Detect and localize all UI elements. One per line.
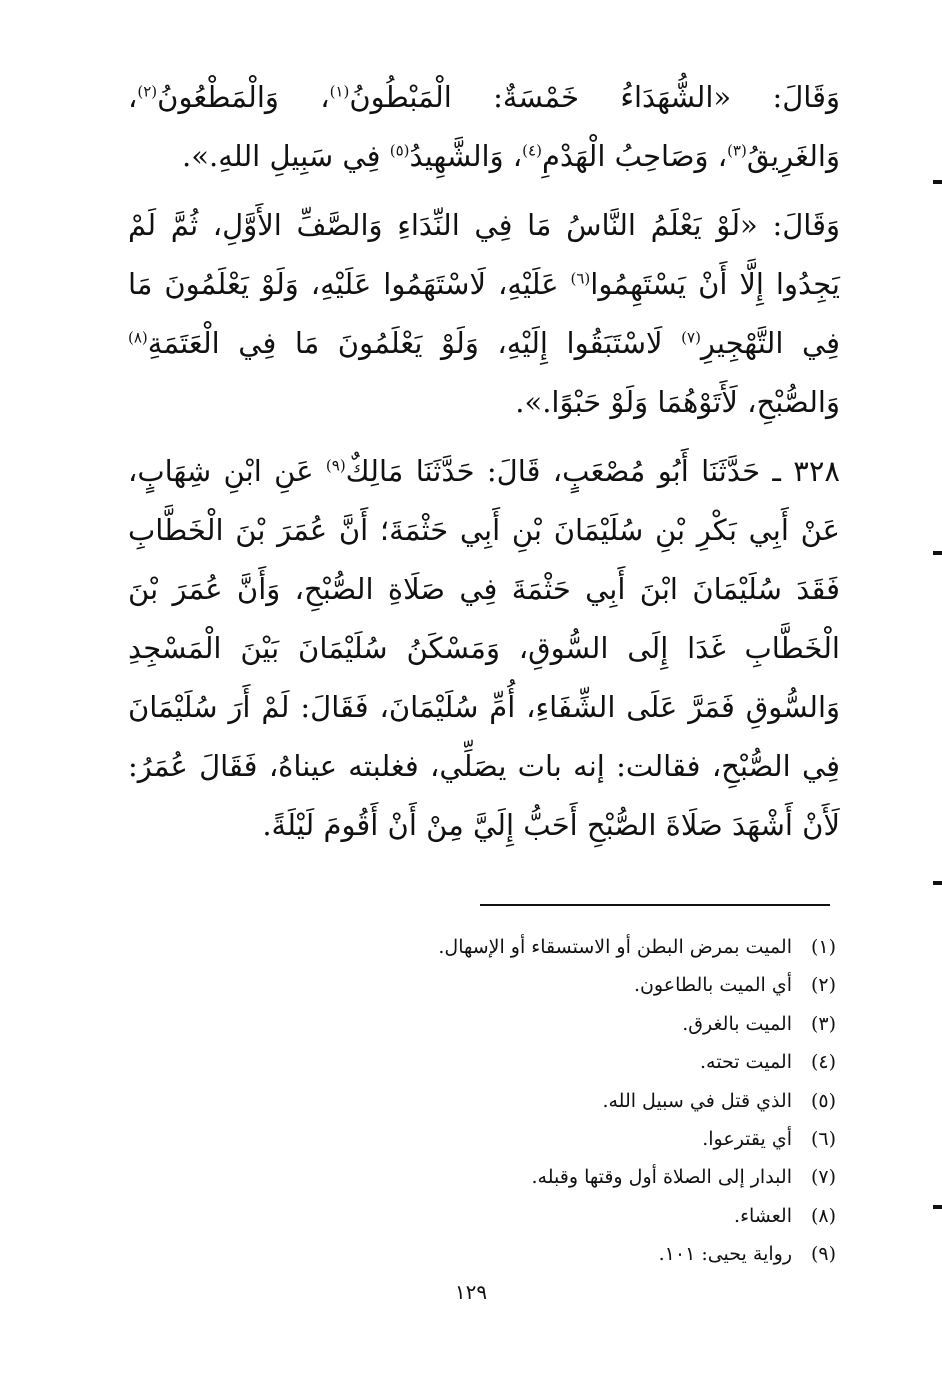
footnote-item [376, 1082, 836, 1120]
footnote-text: الميت تحته. [700, 1051, 792, 1074]
footnote-reference: (٦) [570, 269, 591, 288]
footnote-item [376, 1120, 836, 1158]
paragraph [128, 442, 840, 855]
footnote-separator [480, 904, 830, 906]
footnote-reference: (٧) [681, 328, 701, 347]
paragraph-text: وَالصُّبْحِ، لَأَتَوْهُمَا وَلَوْ حَبْوًا.». [515, 385, 840, 419]
footnote-text: أي الميت بالطاعون. [633, 974, 792, 997]
scan-edge-mark [933, 881, 942, 885]
footnote-number: (٨) [810, 1204, 836, 1227]
footnote-item [376, 1197, 836, 1235]
footnote-text: أي يقترعوا. [702, 1127, 792, 1150]
main-text [128, 68, 840, 855]
footnotes-list [376, 928, 836, 1274]
footnote-reference: (٤) [522, 141, 542, 160]
footnote-number: (٤) [810, 1051, 836, 1074]
footnote-reference: (٣) [727, 141, 747, 160]
footnote-text: العشاء. [734, 1204, 792, 1227]
footnote-text: رواية يحيى: ١٠١. [658, 1243, 792, 1266]
footnote-number: (١) [810, 936, 836, 958]
footnote-text: الميت بمرض البطن أو الاستسقاء أو الإسهال. [438, 936, 792, 958]
paragraph-text: ٣٢٨ ـ حَدَّثَنَا أَبُو مُصْعَبٍ، قَالَ: حَدَّثَنَا مَالِكٌ [345, 454, 840, 488]
footnote-reference: (٩) [325, 456, 346, 475]
scan-edge-mark [933, 1205, 942, 1209]
footnote-item [376, 966, 836, 1004]
footnote-number: (٩) [810, 1243, 836, 1266]
scan-edge-mark [933, 551, 942, 555]
footnote-text: البدار إلى الصلاة أول وقتها وقبله. [531, 1166, 792, 1189]
paragraph-text: عَنِ ابْنِ شِهَابٍ، عَنْ أَبِي بَكْرِ بْنِ سُلَيْمَانَ بْنِ أَبِي حَثْمَةَ؛ أَنَّ عُمَرَ بْنَ الْخَطَّابِ فَقَدَ سُلَيْمَانَ ابْنَ أَبِي حَثْمَةَ فِي صَلَاةِ الصُّبْحِ، وَأَنَّ عُمَرَ بْنَ الْخَطَّابِ غَدَا إِلَى السُّوقِ، وَمَسْكَنُ سُلَيْمَانَ بَيْنَ الْمَسْجِدِ وَالسُّوقِ فَمَرَّ عَلَى الشِّفَاءِ، أُمِّ سُلَيْمَانَ، فَقَالَ: لَمْ أَرَ سُلَيْمَانَ فِي الصُّبْحِ، فقالت: إنه بات يصَلِّي، فغلبته عيناهُ، فَقَالَ عُمَرُ: لَأَنْ أَشْهَدَ صَلَاةَ الصُّبْحِ أَحَبُّ إِلَيَّ مِنْ أَنْ أَقُومَ لَيْلَةً. [128, 454, 840, 842]
footnote-text: الميت بالغرق. [682, 1012, 792, 1035]
footnote-item [376, 928, 836, 966]
paragraph-text: ، وَالغَرِيقُ [128, 80, 840, 173]
footnote-item [376, 1158, 836, 1196]
footnote-reference: (٢) [137, 82, 158, 101]
paragraph-text: فِي سَبِيلِ اللهِ.». [182, 139, 390, 173]
page-number: ١٢٩ [454, 1280, 488, 1304]
footnote-item [376, 1005, 836, 1043]
footnote-reference: (٥) [389, 141, 410, 160]
paragraph-text: ، وَالْمَطْعُونُ [157, 80, 330, 114]
footnote-item [376, 1043, 836, 1081]
footnote-reference: (١) [329, 82, 350, 101]
paragraph [128, 196, 840, 432]
paragraph-text: عَلَيْهِ، لَاسْتَهَمُوا عَلَيْهِ، وَلَوْ يَعْلَمُونَ مَا فِي التَّهْجِيرِ [128, 267, 840, 360]
footnote-item [376, 1235, 836, 1273]
footnote-number: (٢) [810, 974, 836, 997]
footnote-text: الذي قتل في سبيل الله. [602, 1089, 792, 1112]
paragraph-text: ، وَصَاحِبُ الْهَدْمِ [541, 139, 728, 173]
footnote-number: (٥) [810, 1089, 836, 1112]
footnote-number: (٣) [810, 1012, 836, 1035]
footnote-number: (٦) [810, 1127, 836, 1150]
paragraph-text: ، وَالشَّهِيدُ [409, 139, 523, 173]
paragraph-text: وَقَالَ: «لَوْ يَعْلَمُ النَّاسُ مَا فِي النِّدَاءِ وَالصَّفِّ الأَوَّلِ، ثُمَّ لَمْ يَجِدُوا إِلَّا أَنْ يَسْتَهِمُوا [128, 208, 841, 301]
scan-edge-mark [933, 180, 942, 184]
footnote-reference: (٨) [128, 328, 148, 347]
paragraph-text: لَاسْتَبَقُوا إِلَيْهِ، وَلَوْ يَعْلَمُونَ مَا فِي الْعَتَمَةِ [147, 326, 682, 360]
paragraph-text: وَقَالَ: «الشُّهَدَاءُ خَمْسَةٌ: الْمَبْطُونُ [349, 80, 840, 114]
footnote-number: (٧) [810, 1166, 836, 1189]
paragraph [128, 68, 840, 186]
